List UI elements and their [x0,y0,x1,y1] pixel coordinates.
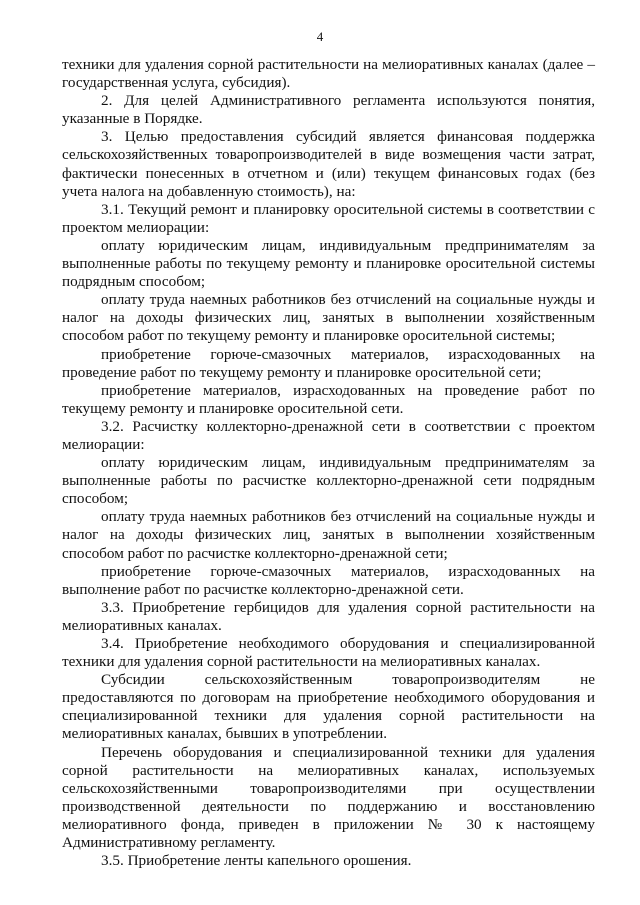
paragraph-3-2-fuel-purchase: приобретение горюче-смазочных материалов, израсходованных на выполнение работ по расчистке коллекторно-дренажной сети. [62,562,595,598]
paragraph-3-1-labor-payment: оплату труда наемных работников без отчислений на социальные нужды и налог на доходы физических лиц, занятых в выполнении хозяйственным способом работ по текущему ремонту и планировке оросительной системы; [62,291,595,345]
paragraph-item-2: 2. Для целей Административного регламента используются понятия, указанные в Порядке. [62,92,595,128]
page-number: 4 [316,29,324,44]
paragraph-3-2-contractor-payment: оплату юридическим лицам, индивидуальным предпринимателям за выполненные работы по расчистке коллекторно-дренажной сети подрядным способом; [62,454,595,508]
paragraph-3-1-contractor-payment: оплату юридическим лицам, индивидуальным предпринимателям за выполненные работы по текущему ремонту и планировке оросительной системы подрядным способом; [62,236,595,291]
paragraph-3-1-materials-purchase: приобретение материалов, израсходованных на проведение работ по текущему ремонту и планировке оросительной сети. [62,381,595,417]
paragraph-item-3-3: 3.3. Приобретение гербицидов для удаления сорной растительности на мелиоративных каналах. [62,598,595,634]
paragraph-item-3: 3. Целью предоставления субсидий является финансовая поддержка сельскохозяйственных товаропроизводителей в виде возмещения части затрат, фактически понесенных в отчетном и (или) текущем финансовых годах (без учета налога на добавленную стоимость), на: [62,128,595,200]
paragraph-3-1-fuel-purchase: приобретение горюче-смазочных материалов, израсходованных на проведение работ по текущему ремонту и планировке оросительной сети; [62,345,595,381]
paragraph-item-3-4: 3.4. Приобретение необходимого оборудования и специализированной техники для удаления сорной растительности на мелиоративных каналах. [62,635,595,671]
document-body [62,56,595,870]
paragraph-3-2-labor-payment: оплату труда наемных работников без отчислений на социальные нужды и налог на доходы физических лиц, занятых в выполнении хозяйственным способом работ по расчистке коллекторно-дренажной сети; [62,508,595,562]
paragraph-equipment-list: Перечень оборудования и специализированной техники для удаления сорной растительности на мелиоративных каналах, используемых сельскохозяйственными товаропроизводителями при осуществлении производственной деятельности по поддержанию и восстановлению мелиоративного фонда, приведен в приложении № 30 к настоящему Административному регламенту. [62,743,595,852]
paragraph-item-3-1: 3.1. Текущий ремонт и планировку оросительной системы в соответствии с проектом мелиорации: [62,200,595,236]
paragraph-item-3-2: 3.2. Расчистку коллекторно-дренажной сети в соответствии с проектом мелиорации: [62,417,595,453]
paragraph-continuation: техники для удаления сорной растительности на мелиоративных каналах (далее – государственная услуга, субсидия). [62,56,595,92]
paragraph-subsidy-exclusion: Субсидии сельскохозяйственным товаропроизводителям не предоставляются по договорам на приобретение необходимого оборудования и специализированной техники для удаления сорной растительности на мелиоративных каналах, бывших в употреблении. [62,671,595,743]
paragraph-item-3-5: 3.5. Приобретение ленты капельного орошения. [101,852,412,870]
